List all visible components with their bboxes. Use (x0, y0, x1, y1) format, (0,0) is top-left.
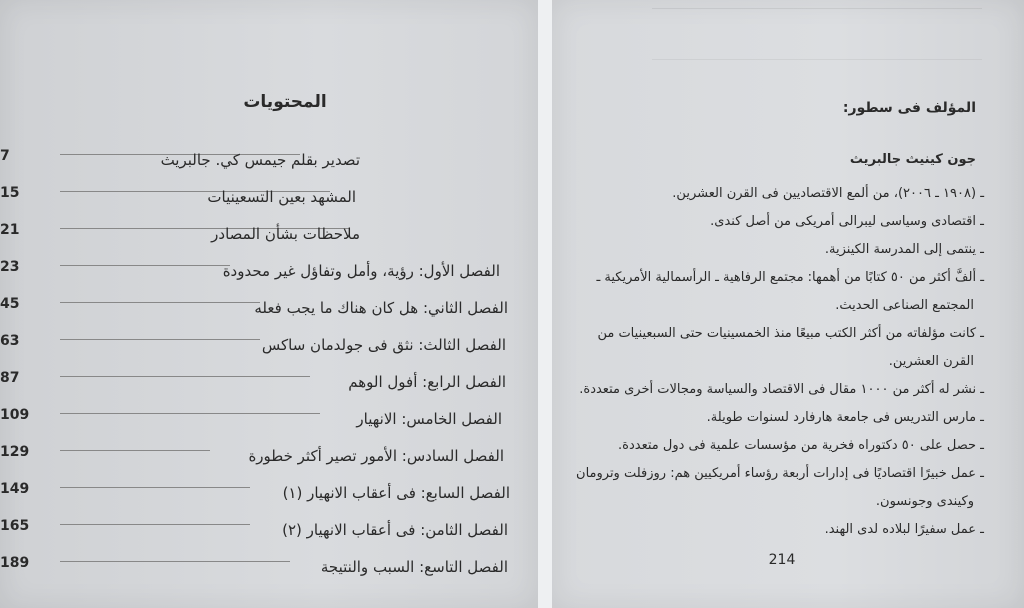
contents-title: المحتويات (243, 92, 327, 112)
bio-line: القرن العشرين. (888, 354, 974, 369)
toc-entry (0, 438, 538, 475)
toc-page-number: 165 (0, 518, 30, 534)
bio-line: ـ مارس التدريس فى جامعة هارفارد لسنوات طويلة. (706, 410, 984, 425)
toc-page-number: 109 (0, 407, 30, 423)
dotted-leader (60, 339, 260, 340)
toc-entry (0, 512, 538, 549)
toc-entry (0, 290, 538, 327)
dotted-leader (60, 487, 250, 488)
toc-label: الفصل الأول: رؤية، وأمل وتفاؤل غير محدودة (222, 262, 500, 280)
toc-entry (0, 216, 538, 253)
dotted-leader (60, 524, 250, 525)
toc-label: الفصل التاسع: السبب والنتيجة (320, 558, 508, 576)
toc-page-number: 23 (0, 259, 20, 275)
toc-label: الفصل الثامن: فى أعقاب الانهيار (٢) (282, 521, 508, 539)
toc-label: الفصل الرابع: أفول الوهم (348, 373, 506, 391)
author-heading: المؤلف فى سطور: (842, 100, 976, 116)
toc-entry (0, 364, 538, 401)
page-gutter (538, 0, 552, 608)
toc-entry (0, 549, 538, 586)
bio-line: ـ اقتصادى وسياسى ليبرالى أمريكى من أصل كندى. (710, 214, 984, 229)
bio-line: ـ كانت مؤلفاته من أكثر الكتب مبيعًا منذ الخمسينيات حتى السبعينيات من (597, 326, 984, 341)
toc-page-number: 189 (0, 555, 30, 571)
bio-line: ـ حصل على ٥٠ دكتوراه فخرية من مؤسسات علمية فى دول متعددة. (618, 438, 984, 453)
toc-page-number: 149 (0, 481, 30, 497)
toc-label: ملاحظات بشأن المصادر (211, 225, 360, 243)
bio-line: ـ ينتمى إلى المدرسة الكينزية. (824, 242, 984, 257)
author-page (552, 0, 1024, 608)
dotted-leader (60, 413, 320, 414)
table-of-contents (0, 142, 538, 586)
bio-line: ـ عمل سفيرًا لبلاده لدى الهند. (824, 522, 984, 537)
toc-page-number: 45 (0, 296, 20, 312)
toc-label: تصدير بقلم جيمس كي. جالبريث (160, 151, 360, 169)
bio-line: ـ عمل خبيرًا اقتصاديًا فى إدارات أربعة رؤساء أمريكيين هم: روزفلت وترومان (576, 466, 984, 481)
toc-label: الفصل السادس: الأمور تصير أكثر خطورة (248, 447, 504, 465)
bio-line: ـ ألفَّ أكثر من ٥٠ كتابًا من أهمها: مجتمع الرفاهية ـ الرأسمالية الأمريكية ـ (596, 270, 984, 285)
dotted-leader (60, 376, 310, 377)
toc-label: الفصل الخامس: الانهيار (356, 410, 502, 428)
toc-page-number: 21 (0, 222, 20, 238)
page-number: 214 (768, 552, 796, 568)
bio-line: وكيندى وجونسون. (875, 494, 974, 509)
dotted-leader (60, 561, 290, 562)
bleed-through-text (652, 8, 982, 60)
dotted-leader (60, 450, 210, 451)
toc-page-number: 63 (0, 333, 20, 349)
toc-page-number: 7 (0, 148, 10, 164)
toc-label: الفصل الثاني: هل كان هناك ما يجب فعله (254, 299, 508, 317)
toc-entry (0, 142, 538, 179)
toc-label: المشهد بعين التسعينيات (207, 188, 356, 206)
author-name: جون كينيث جالبريث (849, 152, 976, 167)
toc-page-number: 129 (0, 444, 30, 460)
author-bio-list (574, 180, 984, 544)
toc-page-number: 15 (0, 185, 20, 201)
toc-entry (0, 253, 538, 290)
dotted-leader (60, 302, 260, 303)
toc-label: الفصل الثالث: نثق فى جولدمان ساكس (261, 336, 506, 354)
toc-label: الفصل السابع: فى أعقاب الانهيار (١) (282, 484, 510, 502)
bio-line: ـ نشر له أكثر من ١٠٠٠ مقال فى الاقتصاد والسياسة ومجالات أخرى متعددة. (579, 382, 984, 397)
toc-entry (0, 475, 538, 512)
toc-page-number: 87 (0, 370, 20, 386)
toc-entry (0, 327, 538, 364)
toc-entry (0, 179, 538, 216)
dotted-leader (60, 265, 230, 266)
toc-entry (0, 401, 538, 438)
bio-line: ـ (١٩٠٨ ـ ٢٠٠٦)، من ألمع الاقتصاديين فى القرن العشرين. (672, 186, 984, 201)
bio-line: المجتمع الصناعى الحديث. (835, 298, 974, 313)
